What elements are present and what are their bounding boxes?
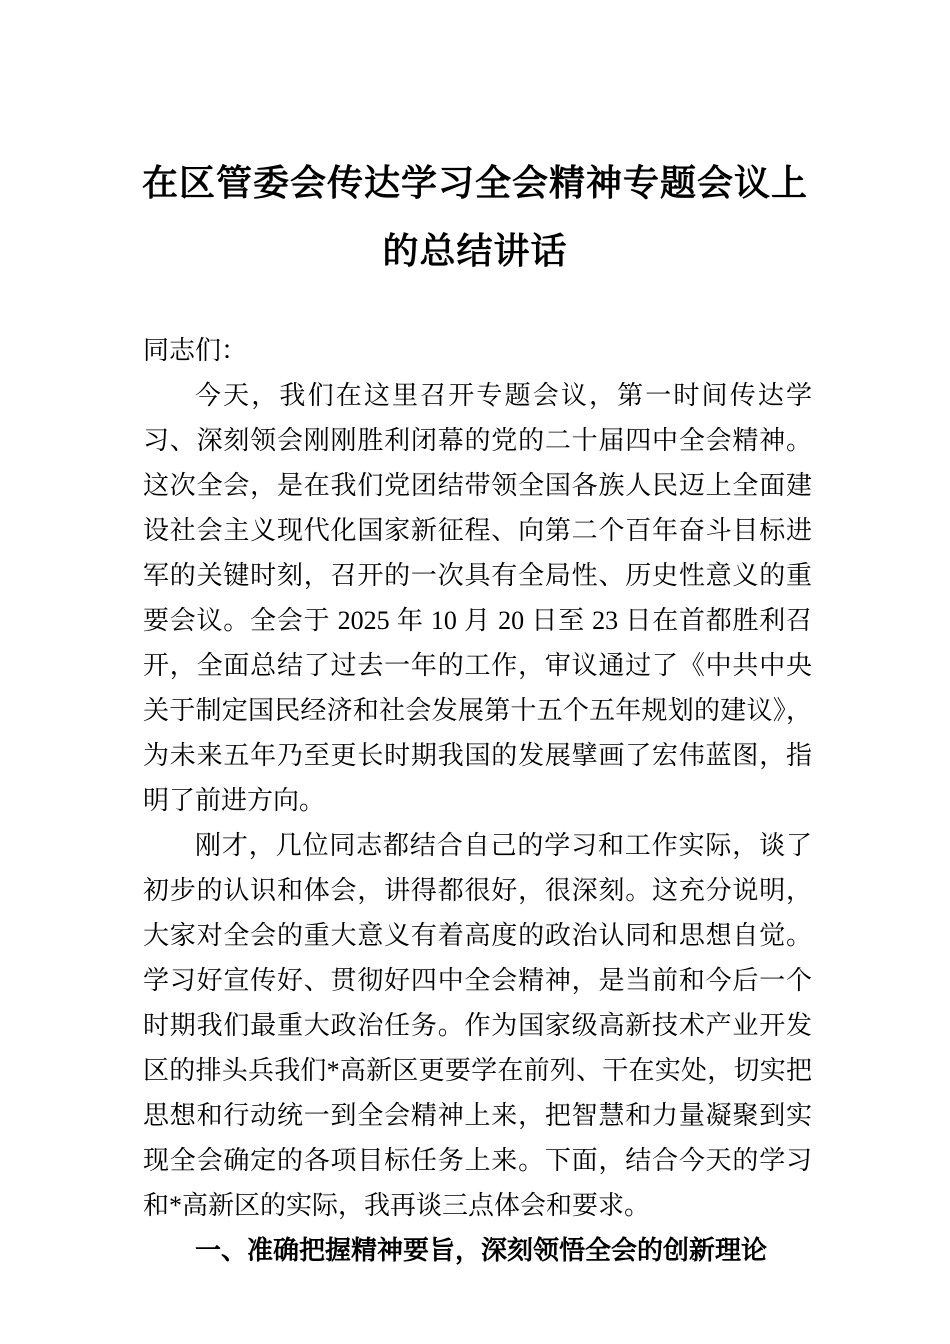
body-paragraph-1: 今天，我们在这里召开专题会议，第一时间传达学习、深刻领会刚刚胜利闭幕的党的二十届四中全会精神。这次全会，是在我们党团结带领全国各族人民迈上全面建设社会主义现代化国家新征程、向第二个百年奋斗目标进军的关键时刻，召开的一次具有全局性、历史性意义的重要会议。全会于 2025 年 10 月 20 日至 23 日在首都胜利召开，全面总结了过去一年的工作，审议通过了《中共中央关于制定国民经济和社会发展第十五个五年规划的建议》，为未来五年乃至更长时期我国的发展擘画了宏伟蓝图，指明了前进方向。 (143, 381, 812, 815)
document-title (0, 0, 950, 285)
body-paragraph-2: 刚才，几位同志都结合自己的学习和工作实际，谈了初步的认识和体会，讲得都很好，很深刻。这充分说明，大家对全会的重大意义有着高度的政治认同和思想自觉。学习好宣传好、贯彻好四中全会精神，是当前和今后一个时期我们最重大政治任务。作为国家级高新技术产业开发区的排头兵我们*高新区更要学在前列、干在实处，切实把思想和行动统一到全会精神上来，把智慧和力量凝聚到实现全会确定的各项目标任务上来。下面，结合今天的学习和*高新区的实际，我再谈三点体会和要求。 (143, 831, 812, 1220)
document-title-line-1: 在区管委会传达学习全会精神专题会议上 (141, 163, 808, 203)
section-heading-1: 一、准确把握精神要旨，深刻领悟全会的创新理论 (195, 1235, 768, 1265)
salutation: 同志们： (143, 336, 248, 365)
document-title-line-2: 的总结讲话 (382, 231, 568, 271)
document-body (143, 328, 812, 1273)
